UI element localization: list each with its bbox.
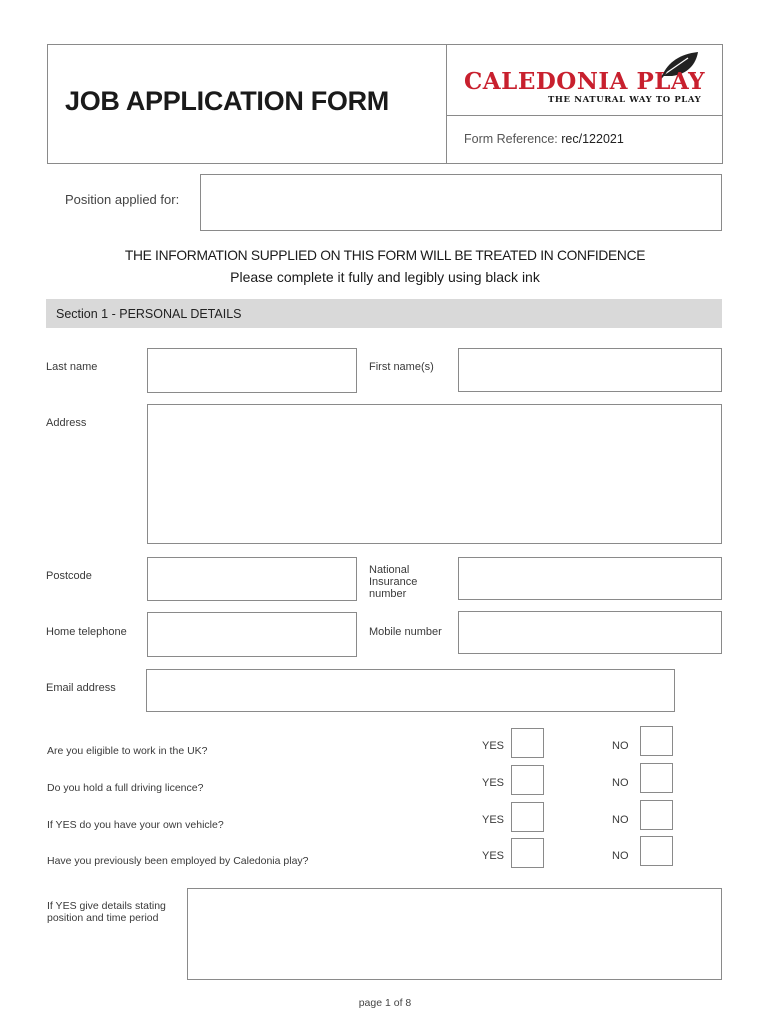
employment-details-label xyxy=(47,900,166,924)
page-number: page 1 of 8 xyxy=(358,997,412,1009)
no-label: NO xyxy=(612,850,629,862)
yes-label: YES xyxy=(482,740,505,752)
yes-label: YES xyxy=(482,777,505,789)
email-address-label: Email address xyxy=(46,682,116,694)
home-telephone-label: Home telephone xyxy=(46,626,127,638)
last-name-label: Last name xyxy=(46,361,98,373)
yes-checkbox[interactable] xyxy=(511,765,544,795)
last-name-field[interactable] xyxy=(147,348,357,393)
first-names-label: First name(s) xyxy=(369,361,434,373)
form-reference-label: Form Reference: xyxy=(464,132,558,146)
position-label: Position applied for: xyxy=(65,192,180,207)
no-checkbox[interactable] xyxy=(640,800,673,830)
form-reference xyxy=(464,132,624,146)
address-field[interactable] xyxy=(147,404,722,544)
question-label: Are you eligible to work in the UK? xyxy=(47,745,208,757)
yes-checkbox[interactable] xyxy=(511,728,544,758)
postcode-label: Postcode xyxy=(46,570,92,582)
yes-checkbox[interactable] xyxy=(511,802,544,832)
ni-label-line3: number xyxy=(369,588,407,600)
ni-number-field[interactable] xyxy=(458,557,722,600)
mobile-number-field[interactable] xyxy=(458,611,722,654)
no-label: NO xyxy=(612,740,629,752)
question-label: If YES do you have your own vehicle? xyxy=(47,819,224,831)
logo-wordmark: CALEDONIA PLAY xyxy=(464,68,706,95)
header-divider-vertical xyxy=(446,44,447,164)
section-header xyxy=(46,299,722,328)
ni-label-line2: Insurance xyxy=(369,576,418,588)
no-checkbox[interactable] xyxy=(640,726,673,756)
employment-details-field[interactable] xyxy=(187,888,722,980)
question-label: Do you hold a full driving licence? xyxy=(47,782,204,794)
position-field[interactable] xyxy=(200,174,722,231)
completion-instructions: Please complete it fully and legibly using black ink xyxy=(230,269,540,285)
yes-label: YES xyxy=(482,850,505,862)
ni-number-label xyxy=(369,564,417,600)
mobile-number-label: Mobile number xyxy=(369,626,442,638)
no-label: NO xyxy=(612,777,629,789)
confidentiality-notice: THE INFORMATION SUPPLIED ON THIS FORM WILL BE TREATED IN CONFIDENCE xyxy=(124,248,646,263)
details-label-line2: position and time period xyxy=(47,912,159,924)
details-label-line1: If YES give details stating xyxy=(47,900,166,912)
ni-label-line1: National xyxy=(369,564,410,576)
no-label: NO xyxy=(612,814,629,826)
no-checkbox[interactable] xyxy=(640,763,673,793)
yes-checkbox[interactable] xyxy=(511,838,544,868)
postcode-field[interactable] xyxy=(147,557,357,601)
form-reference-value: rec/122021 xyxy=(561,132,624,146)
home-telephone-field[interactable] xyxy=(147,612,357,657)
email-address-field[interactable] xyxy=(146,669,675,712)
address-label: Address xyxy=(46,417,87,429)
company-logo xyxy=(462,50,712,110)
page-title: JOB APPLICATION FORM xyxy=(65,86,389,116)
header-divider-horizontal xyxy=(446,115,723,116)
logo-tagline: THE NATURAL WAY TO PLAY xyxy=(548,95,702,105)
question-label: Have you previously been employed by Caledonia play? xyxy=(47,855,309,867)
section-title: Section 1 - PERSONAL DETAILS xyxy=(56,307,242,321)
first-names-field[interactable] xyxy=(458,348,722,392)
no-checkbox[interactable] xyxy=(640,836,673,866)
yes-label: YES xyxy=(482,814,505,826)
